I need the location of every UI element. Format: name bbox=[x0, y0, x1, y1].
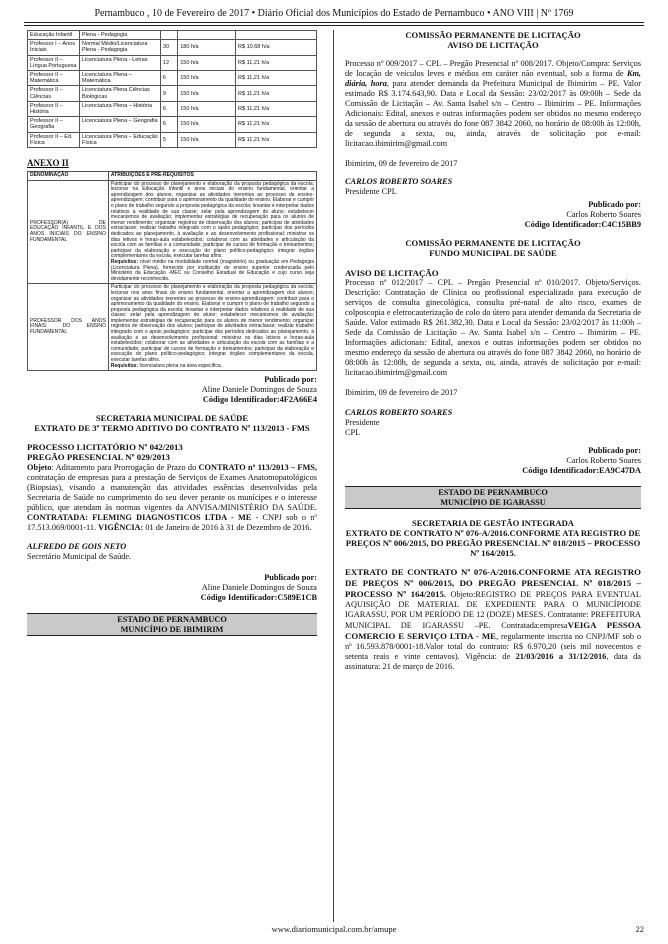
extrato-title: EXTRATO DE 3º TERMO ADITIVO DO CONTRATO Nº 113/2013 - FMS bbox=[34, 423, 310, 434]
gestao-section: SECRETARIA DE GESTÃO INTEGRADA EXTRATO DE CONTRATO Nº 076-A/2016.CONFORME ATA REGISTRO DE PREÇOS Nº 006/2015, DO PREGÃO PRESENCIAL Nº 018/2015 – PROCESSO Nº 164/2015. bbox=[345, 518, 641, 558]
row1-name: PROFESSOR(A) DE EDUCAÇÃO INFANTIL E DOS ANOS INICIAIS DO ENSINO FUNDAMENTAL bbox=[28, 180, 109, 284]
aviso-1-text: Processo nº 009/2017 – CPL – Pregão Presencial nº 008/2017. Objeto/Compra: Serviços de locação de veículos leves e médios em caráter não eventual, sob a forma de Km, diária, hora, para atender demanda da Prefeitura Municipal de Ibimirim – PE. Valor estimado R$ 3.174.643,90. Data e Local da Sessão: 23/02/2017 às 09:00h – Sede da Comissão de Licitação – Av. Santa Isabel s/n – Centro – Ibimirim – PE. Informações Adicionais: Edital, anexos e outras informações podem ser obtidos no mesmo endereço da sessão de abertura ou através do fone 087 3842 2060, no horário de 08:00h às 12:00h, de segunda a sexta, ou, ainda, através de solicitação por e-mail: licitacao.ibimirim@gmail.com bbox=[345, 59, 641, 148]
objeto-paragraph: Objeto: Aditamento para Prorrogação de Prazo do CONTRATO nº 113/2013 – FMS, contratação de empresas para a prestação de Serviços de Exames Anatomopatológicos (Biopsias), visando a manutenção das atividades essências desenvolvidas pela Secretaria de Saúde no cumprimento do seu dever perante os munícipes e o interesse público, que atendam às normas vigentes da ANVISA/MINISTÉRIO DA SAÚDE. CONTRATADA: FLEMING DIAGNOSTICOS LTDA - ME - CNPJ sob o nº 17.513.069/0001-11. VIGÊNCIA: 01 de Janeiro de 2016 à 31 de Dezembro de 2016. bbox=[27, 463, 317, 533]
vacancy-cell: Normal Médio/Licenciatura Plena - Pedagogia bbox=[80, 40, 161, 55]
cpl-aviso-2: COMISSÃO PERMANENTE DE LICITAÇÃO FUNDO MUNICIPAL DE SAÚDE bbox=[405, 238, 581, 258]
publication-block-1: Publicado por: Aline Daniele Domingos de Souza Código Identificador:4F2A66E4 bbox=[201, 375, 317, 405]
vacancy-row bbox=[28, 132, 317, 147]
vacancy-cell: R$ 10,68 h/a bbox=[236, 40, 317, 55]
vacancy-cell: Professor II – Ciências bbox=[28, 86, 80, 101]
vacancy-cell: 9 bbox=[160, 86, 177, 101]
vacancy-row bbox=[28, 117, 317, 132]
vacancy-cell: Professor II – História bbox=[28, 101, 80, 116]
igarassu-banner: ESTADO DE PERNAMBUCO MUNICÍPIO DE IGARASSU bbox=[345, 486, 641, 509]
vacancy-cell bbox=[236, 31, 317, 40]
vacancy-cell: Professor II – Geografia bbox=[28, 117, 80, 132]
extrato-contrato-text: EXTRATO DE CONTRATO Nº 076-A/2016.CONFORME ATA REGISTRO DE PREÇOS Nº 006/2015, DO PREGÃO PRESENCIAL Nº 018/2015 – PROCESSO Nº 164/2015. Objeto:REGISTRO DE PREÇOS PARA EVENTUAL AQUISIÇÃO DE MATERIAL DE EXPEDIENTE PARA O MUNICÍPIODE IGARASSU, POR UM PERÍODO DE 12 (DOZE) MESES. Contratante: PREFEITURA MUNICIPAL DE IGARASSU –PE. Contratada:empresaVEIGA PESSOA COMERCIO E SERVIÇO LTDA - ME, regularmente inscrita no CNPJ/MF sob o nº 16.593.878/0001-18.Valor total do contrato: R$ 6.970,20 (seis mil novecentos e setenta reais e vinte centavos). Vigência: de 21/03/2016 a 31/12/2016, data da assinatura: 21 de março de 2016. bbox=[345, 567, 641, 671]
vacancy-cell: R$ 11,21 h/a bbox=[236, 86, 317, 101]
vacancy-cell: 150 h/a bbox=[178, 132, 236, 147]
processo-block: PROCESSO LICITATÓRIO Nº 042/2013 PREGÃO PRESENCIAL Nº 029/2013 Objeto: Aditamento para Prorrogação de Prazo do CONTRATO nº 113/2013 – FMS, contratação de empresas para a prestação de Serviços de Exames Anatomopatológicos (Biopsias), visando a manutenção das atividades essências desenvolvidas pela Secretaria de Saúde no cumprimento do seu dever perante os munícipes e o interesse público, que atendam às normas vigentes da ANVISA/MINISTÉRIO DA SAÚDE. CONTRATADA: FLEMING DIAGNOSTICOS LTDA - ME - CNPJ sob o nº 17.513.069/0001-11. VIGÊNCIA: 01 de Janeiro de 2016 à 31 de Dezembro de 2016. bbox=[27, 442, 317, 533]
vacancy-cell: 150 h/a bbox=[178, 55, 236, 70]
vacancy-cell: 6 bbox=[160, 71, 177, 86]
vacancy-cell: R$ 11,21 h/a bbox=[236, 101, 317, 116]
vacancy-cell: R$ 11,21 h/a bbox=[236, 71, 317, 86]
footer-url[interactable]: www.diariomunicipal.com.br/amupe bbox=[271, 924, 397, 934]
row1-desc: Participar do processo de planejamento e elaboração da proposta pedagógica da escola; lecionar na Educação Infantil e anos iniciais do ensino fundamental, orientar a aprendizagem dos alunos; organizar as atividades inerentes ao processo de ensino-aprendizagem; contribuir para o aprimoramento da qualidade do ensino. Elaborar e cumprir o plano de trabalho segundo a proposta pedagógica da escola; levantar e interpretar dados relativos à realidade de sua classe; zelar pela aprendizagem do aluno; estabelecer mecanismos de avaliação; implementar estratégias de recuperação para os alunos de menor rendimento; organizar registros de observação dos alunos; participar de atividades extraclasse; realizar trabalho integrado com o apoio pedagógico; participar dos períodos dedicados ao planejamento, à avaliação e ao desenvolvimento profissional; ministrar os dias letivos e horas-aula estabelecidos; colaborar com as atividades e articulação da escola com as famílias e a comunidade; participar de cursos de formação e treinamentos; participar da elaboração e execução do plano político-pedagógico; integrar órgãos complementares da escola, executar tarefas afins. Requisitos: nível médio na modalidade normal (magistério) ou graduação em Pedagogia (Licenciatura Plena), fornecido por instituição de ensino superior credenciada pelo Ministério da Educação -MEC ou Conselho Estadual de Educação e cujo curso seja devidamente reconhecido. bbox=[108, 180, 316, 284]
aviso-2-publication: Publicado por: Carlos Roberto Soares Código Identificador:EA9C47DA bbox=[522, 446, 641, 475]
anexo-table bbox=[27, 171, 317, 371]
publication-block-2: Publicado por: Aline Daniele Domingos de Souza Código Identificador:C589E1CB bbox=[200, 573, 317, 603]
vacancy-row bbox=[28, 71, 317, 86]
vacancy-cell: 30 bbox=[160, 40, 177, 55]
col-atribuicoes: ATRIBUIÇÕES E PRÉ-REQUISITOS bbox=[108, 172, 316, 181]
vacancy-cell: Licenciatura Plena – História bbox=[80, 101, 161, 116]
vacancy-cell: Licenciatura Plena - Letras bbox=[80, 55, 161, 70]
vacancy-cell: R$ 11,21 h/a bbox=[236, 117, 317, 132]
vacancy-cell: 12 bbox=[160, 55, 177, 70]
signature-block: ALFREDO DE GOIS NETO Secretário Municipal de Saúde. bbox=[27, 542, 132, 562]
vacancy-cell: 150 h/a bbox=[178, 101, 236, 116]
row2-desc: Participar do processo de planejamento e elaboração da proposta pedagógica da escola; lecionar nos anos finais do ensino fundamental, orientar a aprendizagem dos alunos; organizar as atividades inerentes ao processo de ensino-aprendizagem; contribuir para o aprimoramento da qualidade do ensino. Elaborar e cumprir o plano de trabalho segundo a proposta pedagógica da escola; levantar e interpretar dados relativos à realidade de sua classe; zelar pela aprendizagem do aluno; estabelecer mecanismos de avaliação; implementar estratégias de recuperação para os alunos de menor rendimento; organizar registros de observação dos alunos; participar de atividades extraclasse; realizar trabalho integrado com o apoio pedagógico; participar dos períodos dedicados ao planejamento, à avaliação e ao desenvolvimento profissional; ministrar os dias letivos e horas-aula estabelecidos; colaborar com as atividades e articulação da escola com as famílias e a comunidade; participar de cursos de formação e treinamentos; participar da elaboração e execução do plano político-pedagógico; integrar órgãos complementares da escola, executar tarefas afins. Requisitos: licenciatura plena na área específica. bbox=[108, 284, 316, 371]
vacancy-cell: Professor II – Ed. Física bbox=[28, 132, 80, 147]
vacancy-cell: 6 bbox=[160, 117, 177, 132]
left-column bbox=[27, 30, 317, 636]
vacancy-cell: Educação Infantil bbox=[28, 31, 80, 40]
vacancy-table bbox=[27, 30, 317, 148]
vacancy-cell: 150 h/a bbox=[178, 71, 236, 86]
vacancy-cell: Licenciatura Plena – Educação Física bbox=[80, 132, 161, 147]
vacancy-cell: Professor II – Matemática bbox=[28, 71, 80, 86]
vacancy-cell: Licenciatura Plena – Matemática bbox=[80, 71, 161, 86]
aviso-1-date: Ibimirim, 09 de fevereiro de 2017 bbox=[345, 159, 458, 168]
vacancy-row bbox=[28, 101, 317, 116]
vacancy-cell: 150 h/a bbox=[178, 86, 236, 101]
col-denominacao: DENOMINAÇÃO bbox=[28, 172, 109, 181]
aviso-2-text: Processo nº 012/2017 – CPL – Pregão Presencial nº 010/2017. Objeto/Serviços. Descrição: Contratação de Clínica ou profissional especializado para execução de serviços de consulta ginecológica, consulta pré-natal de alto risco, exames de colposcopia e eletrocauterização de colo do útero para atender demanda da Secretaria de Saúde. Valor estimado R$ 261.382,30. Data e Local da Sessão: 23/02/2017 às 11:00h – Sede da Comissão de Licitação – Av. Santa Isabel s/n – Centro – Ibimirim – PE. Informações adicionais: Edital, anexos e outras informações podem ser obtidos no mesmo endereço da sessão de abertura ou através do fone 087 3842 2060, no horário de 08:00h às 12:00h, de segunda a sexta, ou, ainda, através de solicitação por e-mail: licitacao.ibimirim@gmail.com bbox=[345, 278, 641, 377]
vacancy-cell: Licenciatura Plena – Geografia bbox=[80, 117, 161, 132]
aviso-1-publication: Publicado por: Carlos Roberto Soares Código Identificador:C4C15BB9 bbox=[524, 200, 641, 229]
vacancy-row bbox=[28, 86, 317, 101]
aviso-1-signature: CARLOS ROBERTO SOARES Presidente CPL bbox=[345, 177, 453, 196]
page-header: Pernambuco , 10 de Fevereiro de 2017 • Diário Oficial dos Municípios do Estado de Pernambuco • ANO VIII | Nº 1769 bbox=[94, 8, 574, 19]
header-rule bbox=[24, 22, 644, 23]
cpl-aviso-1: COMISSÃO PERMANENTE DE LICITAÇÃO AVISO DE LICITAÇÃO bbox=[405, 30, 581, 50]
vacancy-row bbox=[28, 55, 317, 70]
vacancy-cell: R$ 11,21 h/a bbox=[236, 55, 317, 70]
vacancy-row bbox=[28, 31, 317, 40]
vacancy-cell: Licenciatura Plena Ciências Biológicas bbox=[80, 86, 161, 101]
vacancy-cell: 6 bbox=[160, 101, 177, 116]
page-footer bbox=[24, 924, 644, 934]
aviso-2-signature: CARLOS ROBERTO SOARES Presidente CPL bbox=[345, 408, 453, 437]
column-divider bbox=[333, 30, 334, 922]
section-title: SECRETARIA MUNICIPAL DE SAÚDE bbox=[95, 413, 249, 424]
vacancy-cell: 5 bbox=[160, 132, 177, 147]
vacancy-cell: Professor II – Língua Portuguesa bbox=[28, 55, 80, 70]
aviso-2-heading: AVISO DE LICITAÇÃO bbox=[345, 268, 439, 278]
vacancy-cell: Plena - Pedagogia bbox=[80, 31, 161, 40]
right-column bbox=[345, 30, 641, 672]
vacancy-row bbox=[28, 40, 317, 55]
vacancy-cell: Professor I – Anos Iniciais bbox=[28, 40, 80, 55]
ibimirim-banner: ESTADO DE PERNAMBUCO MUNICÍPIO DE IBIMIRIM bbox=[27, 613, 317, 636]
vacancy-cell: 180 h/a bbox=[178, 40, 236, 55]
aviso-2-date: Ibimirim, 09 de fevereiro de 2017 bbox=[345, 388, 458, 397]
header-rule-2 bbox=[24, 25, 644, 26]
anexo-title: ANEXO II bbox=[27, 158, 69, 169]
saude-section bbox=[27, 413, 317, 433]
vacancy-cell: R$ 11,21 h/a bbox=[236, 132, 317, 147]
vacancy-cell bbox=[160, 31, 177, 40]
vacancy-cell: 150 h/a bbox=[178, 117, 236, 132]
row2-name: PROFESSOR DOS ANOS FINAIS DO ENSINO FUNDAMENTAL bbox=[28, 284, 109, 371]
vacancy-cell bbox=[178, 31, 236, 40]
page-number: 22 bbox=[635, 924, 644, 934]
